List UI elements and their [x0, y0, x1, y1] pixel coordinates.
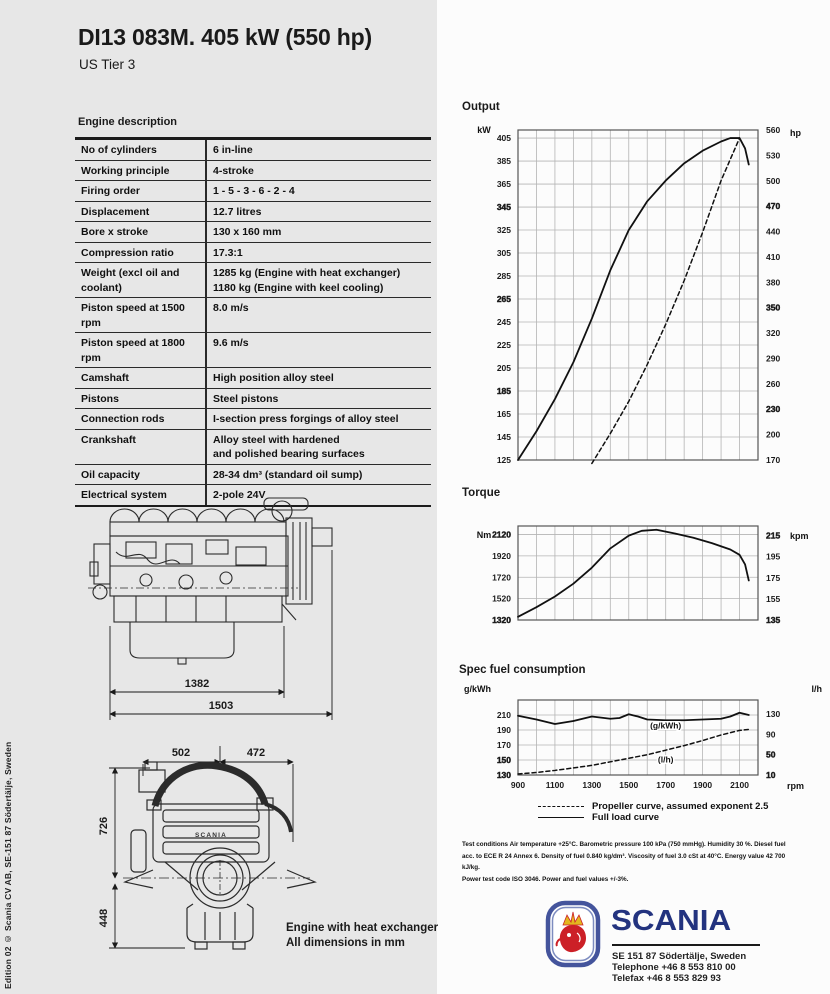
svg-text:200: 200 — [766, 429, 781, 440]
svg-text:195: 195 — [766, 551, 781, 562]
svg-text:265: 265 — [496, 294, 511, 305]
svg-text:2120: 2120 — [492, 529, 511, 540]
table-cell-value: 17.3:1 — [213, 246, 243, 259]
svg-text:165: 165 — [496, 409, 511, 420]
legend-full-load — [538, 812, 768, 823]
table-cell-label: Camshaft — [75, 368, 207, 388]
svg-text:kW: kW — [477, 125, 491, 135]
svg-text:170: 170 — [496, 740, 511, 750]
svg-text:325: 325 — [496, 225, 511, 236]
svg-text:l/h: l/h — [811, 684, 822, 694]
svg-text:90: 90 — [766, 729, 776, 740]
svg-text:260: 260 — [766, 378, 781, 389]
table-cell-label: Electrical system — [75, 485, 207, 505]
table-row — [75, 243, 431, 264]
fuel-chart-title: Spec fuel consumption — [459, 664, 586, 676]
svg-text:410: 410 — [766, 251, 781, 262]
table-cell-label: Oil capacity — [75, 465, 207, 485]
table-cell-value: 12.7 litres — [213, 205, 262, 218]
footer-fax: Telefax +46 8 553 829 93 — [612, 973, 721, 984]
engine-description-table — [75, 137, 431, 507]
footer-address-block — [612, 951, 746, 984]
test-conditions-line-2: acc. to ECE R 24 Annex 6. Density of fuel 0.840 kg/dm³. Viscosity of fuel 3.0 cSt at 40°C. Energy value 42 700 kJ/kg. — [462, 852, 786, 871]
front-dim-502: 502 — [171, 747, 191, 759]
table-cell-label: No of cylinders — [75, 140, 207, 160]
svg-text:150: 150 — [496, 755, 511, 765]
table-cell-value: I-section press forgings of alloy steel — [213, 413, 399, 425]
table-row — [75, 181, 431, 202]
table-cell-value: 9.6 m/s — [213, 337, 249, 349]
table-row — [75, 140, 431, 161]
svg-text:350: 350 — [766, 302, 781, 313]
page-subtitle: US Tier 3 — [79, 57, 136, 72]
svg-text:205: 205 — [496, 363, 511, 374]
full-load-curve-label: Full load curve — [592, 812, 660, 823]
svg-text:225: 225 — [496, 340, 511, 351]
side-dim-1382: 1382 — [184, 678, 210, 690]
chart-legend — [538, 801, 768, 823]
table-cell-label: Firing order — [75, 181, 207, 201]
table-cell-value: 1285 kg (Engine with heat exchanger) 1180 kg (Engine with keel cooling) — [213, 267, 401, 294]
svg-text:900: 900 — [510, 780, 526, 790]
table-cell-label: Crankshaft — [75, 430, 207, 464]
table-cell-value: 4-stroke — [213, 164, 254, 177]
svg-text:405: 405 — [496, 133, 511, 144]
engine-front-badge: SCANIA — [194, 832, 228, 839]
table-cell-value: 2-pole 24V — [213, 489, 266, 501]
svg-text:1920: 1920 — [492, 550, 511, 561]
svg-text:175: 175 — [766, 572, 781, 583]
svg-text:(g/kWh): (g/kWh) — [650, 720, 682, 731]
svg-text:145: 145 — [496, 432, 511, 443]
svg-text:1100: 1100 — [545, 780, 565, 790]
scania-griffin-logo — [544, 897, 602, 973]
front-dim-448: 448 — [98, 908, 110, 928]
propeller-curve-label: Propeller curve, assumed exponent 2.5 — [592, 801, 769, 812]
test-conditions-line-1: Test conditions Air temperature +25°C. Barometric pressure 100 kPa (750 mmHg). Humidity 30 %. Diesel fuel — [462, 841, 786, 848]
svg-text:290: 290 — [766, 353, 781, 364]
table-row — [75, 389, 431, 410]
engine-description-heading: Engine description — [78, 116, 178, 128]
svg-text:470: 470 — [766, 201, 781, 212]
table-cell-label: Displacement — [75, 202, 207, 222]
front-dim-472: 472 — [246, 747, 266, 759]
table-row — [75, 263, 431, 298]
svg-text:245: 245 — [496, 317, 511, 328]
table-row — [75, 298, 431, 333]
torque-chart-title: Torque — [462, 487, 501, 499]
test-conditions-line-3: Power test code ISO 3046. Power and fuel values +/-3%. — [462, 875, 629, 883]
svg-text:50: 50 — [766, 749, 776, 760]
test-conditions — [462, 839, 792, 885]
table-cell-label: Compression ratio — [75, 243, 207, 263]
caption-line-2: All dimensions in mm — [286, 937, 405, 949]
svg-text:1520: 1520 — [492, 593, 511, 604]
svg-text:155: 155 — [766, 593, 781, 604]
table-row — [75, 202, 431, 223]
table-row — [75, 409, 431, 430]
front-dim-726: 726 — [98, 816, 110, 836]
caption-line-1: Engine with heat exchanger — [286, 922, 439, 934]
svg-text:Nm: Nm — [476, 530, 492, 540]
scania-wordmark: SCANIA — [611, 905, 732, 937]
output-chart — [462, 116, 830, 476]
torque-chart — [462, 500, 830, 640]
table-cell-value: 6 in-line — [213, 144, 253, 156]
table-row — [75, 368, 431, 389]
table-cell-value: 130 x 160 mm — [213, 226, 282, 238]
footer-divider — [612, 944, 760, 946]
svg-text:kpm: kpm — [790, 531, 809, 541]
table-cell-value: High position alloy steel — [213, 372, 334, 384]
table-cell-label: Connection rods — [75, 409, 207, 429]
svg-text:10: 10 — [766, 770, 776, 780]
full-load-curve-key — [538, 817, 584, 818]
footer-phone: Telephone +46 8 553 810 00 — [612, 962, 736, 973]
svg-text:1720: 1720 — [492, 572, 511, 583]
svg-text:1700: 1700 — [656, 780, 676, 790]
table-cell-value: Alloy steel with hardened and polished bearing surfaces — [213, 433, 365, 460]
table-cell-label: Pistons — [75, 389, 207, 409]
svg-text:190: 190 — [496, 725, 511, 735]
table-row — [75, 222, 431, 243]
svg-text:560: 560 — [766, 125, 781, 135]
svg-text:170: 170 — [766, 455, 781, 465]
svg-text:130: 130 — [766, 709, 781, 720]
svg-text:130: 130 — [496, 770, 511, 780]
svg-text:2100: 2100 — [730, 780, 749, 790]
svg-text:hp: hp — [790, 128, 801, 138]
svg-text:230: 230 — [766, 404, 781, 415]
table-cell-value: Steel pistons — [213, 392, 279, 405]
table-row — [75, 430, 431, 465]
svg-text:305: 305 — [496, 248, 511, 259]
drawing-caption — [286, 921, 438, 951]
svg-text:285: 285 — [496, 271, 511, 282]
output-chart-mount — [462, 116, 830, 481]
svg-text:1500: 1500 — [619, 780, 639, 790]
svg-text:1900: 1900 — [693, 780, 713, 790]
svg-text:530: 530 — [766, 150, 781, 161]
table-cell-value: 1 - 5 - 3 - 6 - 2 - 4 — [213, 185, 295, 197]
table-cell-value: 28-34 dm³ (standard oil sump) — [213, 468, 363, 481]
table-row — [75, 333, 431, 368]
svg-text:135: 135 — [766, 615, 781, 625]
torque-chart-mount — [462, 500, 830, 645]
svg-text:(l/h): (l/h) — [657, 754, 674, 765]
svg-text:380: 380 — [766, 277, 781, 288]
footer-address: SE 151 87 Södertälje, Sweden — [612, 951, 747, 962]
table-cell-label: Bore x stroke — [75, 222, 207, 242]
svg-text:rpm: rpm — [787, 781, 805, 791]
svg-text:215: 215 — [766, 530, 781, 541]
svg-text:345: 345 — [496, 202, 511, 213]
svg-text:500: 500 — [766, 175, 781, 186]
legend-propeller — [538, 801, 768, 812]
svg-text:185: 185 — [496, 386, 511, 397]
page-title: DI13 083M. 405 kW (550 hp) — [78, 24, 372, 50]
table-cell-label: Piston speed at 1800 rpm — [75, 333, 207, 367]
svg-text:125: 125 — [496, 455, 511, 465]
svg-text:1320: 1320 — [492, 615, 511, 625]
svg-text:210: 210 — [496, 710, 511, 720]
engine-side-view-drawing — [86, 492, 348, 727]
table-row — [75, 465, 431, 486]
output-chart-title: Output — [462, 101, 500, 113]
svg-text:g/kWh: g/kWh — [464, 684, 491, 694]
table-cell-label: Piston speed at 1500 rpm — [75, 298, 207, 332]
propeller-curve-key — [538, 806, 584, 807]
edition-vertical-text: Edition 02 © Scania CV AB, SE-151 87 Södertälje, Sweden — [3, 741, 13, 989]
table-cell-value: 8.0 m/s — [213, 302, 249, 314]
svg-text:365: 365 — [496, 179, 511, 190]
svg-text:385: 385 — [496, 156, 511, 167]
svg-text:1300: 1300 — [582, 780, 602, 790]
side-dim-1503: 1503 — [208, 700, 234, 712]
table-row — [75, 161, 431, 182]
table-cell-label: Working principle — [75, 161, 207, 181]
svg-text:320: 320 — [766, 328, 781, 339]
table-cell-label: Weight (excl oil and coolant) — [75, 263, 207, 297]
svg-text:440: 440 — [766, 226, 781, 237]
